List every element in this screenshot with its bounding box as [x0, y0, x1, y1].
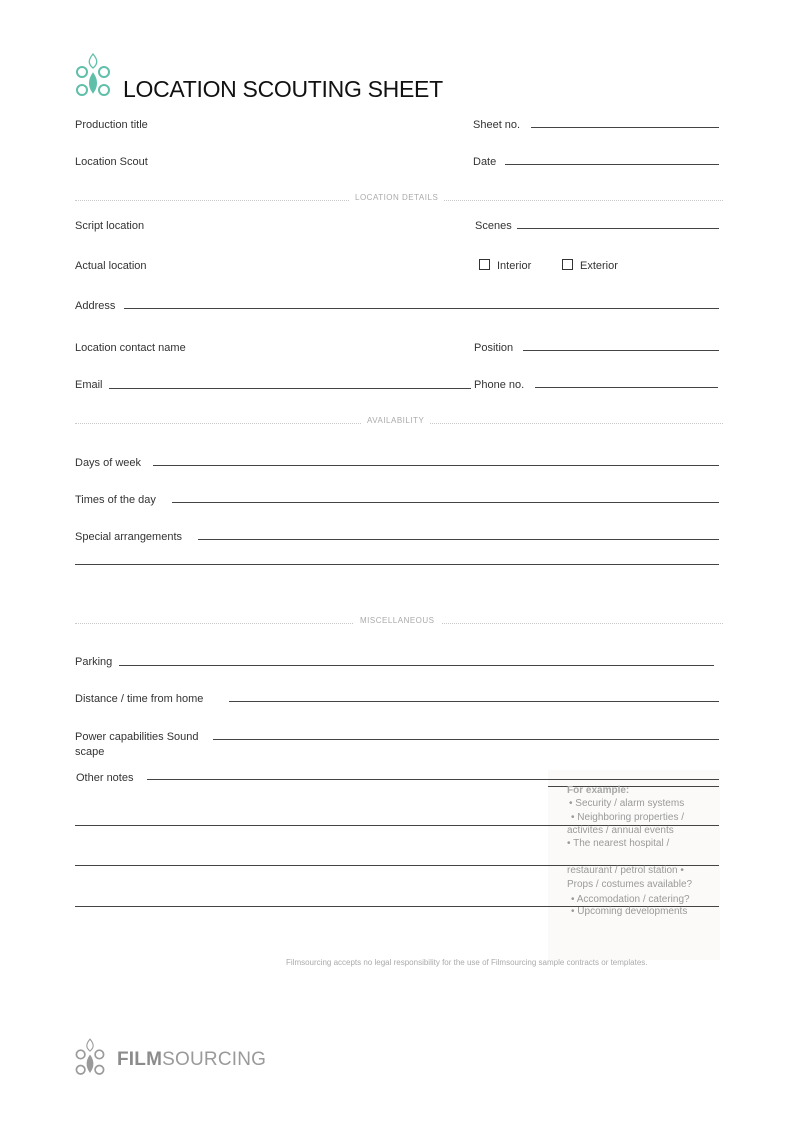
power-sound-field[interactable] — [213, 739, 719, 740]
address-field[interactable] — [124, 308, 719, 309]
page-title: LOCATION SCOUTING SHEET — [123, 76, 443, 102]
special-arrangements-label: Special arrangements — [75, 531, 183, 543]
example-line: restaurant / petrol station • — [567, 865, 684, 876]
sheet-no-label: Sheet no. — [473, 119, 521, 131]
example-line: Props / costumes available? — [567, 879, 693, 890]
example-heading: For example: — [567, 785, 630, 796]
actual-location-label: Actual location — [75, 260, 147, 272]
other-notes-field[interactable] — [147, 779, 719, 780]
sheet-no-field[interactable] — [531, 127, 719, 128]
email-label: Email — [75, 379, 103, 391]
location-scout-label: Location Scout — [75, 156, 148, 168]
distance-time-label: Distance / time from home — [75, 693, 204, 705]
times-of-day-field[interactable] — [172, 502, 719, 503]
production-title-label: Production title — [75, 119, 148, 131]
example-line: • The nearest hospital / — [567, 838, 670, 849]
disclaimer-text: Filmsourcing accepts no legal responsibility for the use of Filmsourcing sample contracts or templates. — [286, 958, 648, 967]
special-arrangements-field[interactable] — [198, 539, 719, 540]
example-line: activites / annual events — [567, 825, 674, 836]
power-capabilities-label: Power capabilities Sound — [75, 731, 199, 743]
email-field[interactable] — [109, 388, 471, 389]
section-miscellaneous: MISCELLANEOUS — [354, 616, 441, 625]
script-location-label: Script location — [75, 220, 145, 232]
phone-no-field[interactable] — [535, 387, 718, 388]
address-label: Address — [75, 300, 116, 312]
location-contact-name-label: Location contact name — [75, 342, 186, 354]
section-availability: AVAILABILITY — [361, 416, 430, 425]
exterior-checkbox[interactable] — [562, 259, 573, 270]
example-line: • Security / alarm systems — [569, 798, 685, 809]
example-line: • Upcoming developments — [571, 906, 688, 917]
special-arrangements-field-extra[interactable] — [75, 564, 719, 565]
times-of-day-label: Times of the day — [75, 494, 156, 506]
flower-logo-icon — [73, 50, 113, 100]
parking-field[interactable] — [119, 665, 714, 666]
interior-checkbox[interactable] — [479, 259, 490, 270]
date-label: Date — [473, 156, 497, 168]
example-line: • Accomodation / catering? — [571, 894, 690, 905]
brand-bold: FILM — [117, 1049, 163, 1070]
position-label: Position — [474, 342, 514, 354]
section-location-details: LOCATION DETAILS — [349, 193, 444, 202]
parking-label: Parking — [75, 656, 113, 668]
scenes-field[interactable] — [517, 228, 719, 229]
exterior-label: Exterior — [580, 260, 618, 272]
filmsourcing-logo-icon — [73, 1035, 107, 1079]
distance-time-field[interactable] — [229, 701, 719, 702]
phone-no-label: Phone no. — [474, 379, 525, 391]
scenes-label: Scenes — [475, 220, 512, 232]
date-field[interactable] — [505, 164, 719, 165]
sound-scape-label: scape — [75, 746, 105, 758]
other-notes-label: Other notes — [76, 772, 134, 784]
interior-label: Interior — [497, 260, 532, 272]
position-field[interactable] — [523, 350, 719, 351]
days-of-week-field[interactable] — [153, 465, 719, 466]
example-line: • Neighboring properties / — [571, 812, 685, 823]
filmsourcing-wordmark — [117, 1049, 266, 1071]
days-of-week-label: Days of week — [75, 457, 142, 469]
brand-light: SOURCING — [162, 1049, 267, 1070]
